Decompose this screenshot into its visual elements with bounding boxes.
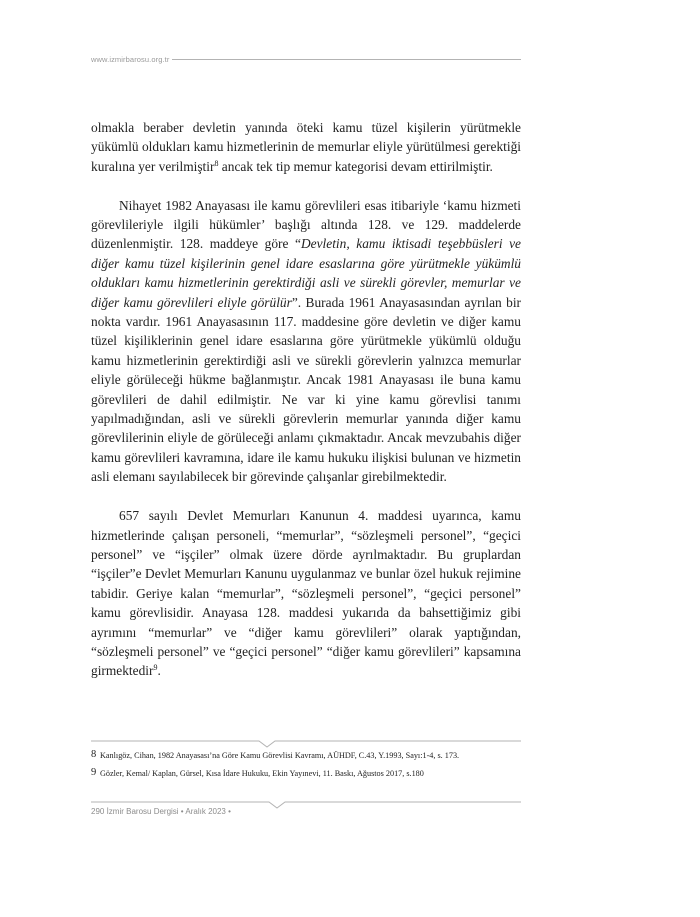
constitution-quote: Devletin, kamu iktisadi teşebbüsleri ve diğer kamu tüzel kişilerinin genel idare esaslarına göre yürütmekle yükümlü oldukları kamu hizmetlerinin gerektirdiği asli ve sürekli görevler, memurlar ve diğer kamu görevlileri eliyle görülür: [91, 236, 521, 310]
footnote-text: Gözler, Kemal/ Kaplan, Gürsel, Kısa İdare Hukuku, Ekin Yayınevi, 11. Baskı, Ağustos 2017, s.180: [100, 768, 424, 778]
paragraph-3: [91, 506, 521, 681]
paragraph-1: [91, 118, 521, 176]
footnote-separator: [91, 735, 521, 749]
footnote-ref-9[interactable]: 9: [153, 663, 158, 673]
footnote-text: Kanlıgöz, Cihan, 1982 Anayasası’na Göre Kamu Görevlisi Kavramı, AÜHDF, C.43, Y.1993, Sayı:1-4, s. 173.: [100, 751, 460, 760]
paragraph-2: [91, 196, 521, 487]
footnote-9: [91, 767, 521, 781]
paragraph-3-end: .: [157, 663, 161, 679]
footnotes: [91, 749, 521, 784]
footnote-number: 9: [91, 766, 97, 778]
footnote-8: [91, 749, 521, 763]
footnote-number: 8: [91, 749, 97, 760]
paragraph-3-text: 657 sayılı Devlet Memurları Kanunun 4. maddesi uyarınca, kamu hizmetlerinde çalışan personeli, “memurlar”, “sözleşmeli personel”, “geçici personel” ve “işçiler” olmak üzere dörde ayrılmaktadır. Bu gruplardan “işçiler”e Devlet Memurları Kanunu uygulanmaz ve bunlar özel hukuk rejimine tabidir. Geriye kalan “memurlar”, “sözleşmeli personel”, “geçici personel” kamu görevlisidir. Anayasa 128. maddesi yukarıda da bahsettiğimiz gibi ayrımını “memurlar” ve “diğer kamu görevlileri” olarak yaptığından, “sözleşmeli personel” ve “geçici personel” “diğer kamu görevlileri” kapsamına girmektedir: [91, 508, 521, 679]
paragraph-1-text: olmakla beraber devletin yanında öteki kamu tüzel kişilerin yürütmekle yükümlü oldukları kamu hizmetlerinin de memurlar eliyle yürütülmesi gerektiği kuralına yer verilmiştir: [91, 120, 521, 174]
paragraph-1-end: ancak tek tip memur kategorisi devam ettirilmiştir.: [218, 158, 493, 174]
footnote-ref-8[interactable]: 8: [214, 158, 219, 168]
header-rule: [172, 59, 521, 60]
paragraph-2-text-a: Nihayet 1982 Anayasası ile kamu görevlileri esas itibariyle ‘kamu hizmeti görevlileriyle ilgili hükümler’ başlığı altında 128. ve 129. maddelerde düzenlenmiştir. 128. maddeye göre “: [91, 197, 521, 252]
page-footer: 290 İzmir Barosu Dergisi • Aralık 2023 •: [91, 807, 231, 816]
paragraph-2-text-b: ”. Burada 1961 Anayasasından ayrılan bir nokta vardır. 1961 Anayasasının 117. maddesine göre devletin ve diğer kamu tüzel kişiliklerinin genel idare esaslarına göre yürütmekle yükümlü olduğu kamu hizmetlerinin gerektirdiği asli ve sürekli görevlerin yalnızca memurlar eliyle görüleceği hükme bağlanmıştır. Ancak 1981 Anayasası ile buna kamu görevlileri de dahil edilmiştir. Ne var ki yine kamu görevlisi tanımı yapılmadığından, asli ve sürekli görevlerin memurlar yanında diğer kamu görevlilerinin eliyle de görüleceği anlamı çıkmaktadır. Ancak mevzubahis diğer kamu görevlileri kavramına, idare ile kamu hukuku ilişkisi bulunan ve hizmetin asli elemanı sayılabilecek bir görevinde çalışanlar girebilmektedir.: [91, 294, 521, 485]
body-text: [91, 118, 521, 700]
page-header: [91, 55, 521, 64]
header-url[interactable]: www.izmirbarosu.org.tr: [91, 55, 170, 64]
